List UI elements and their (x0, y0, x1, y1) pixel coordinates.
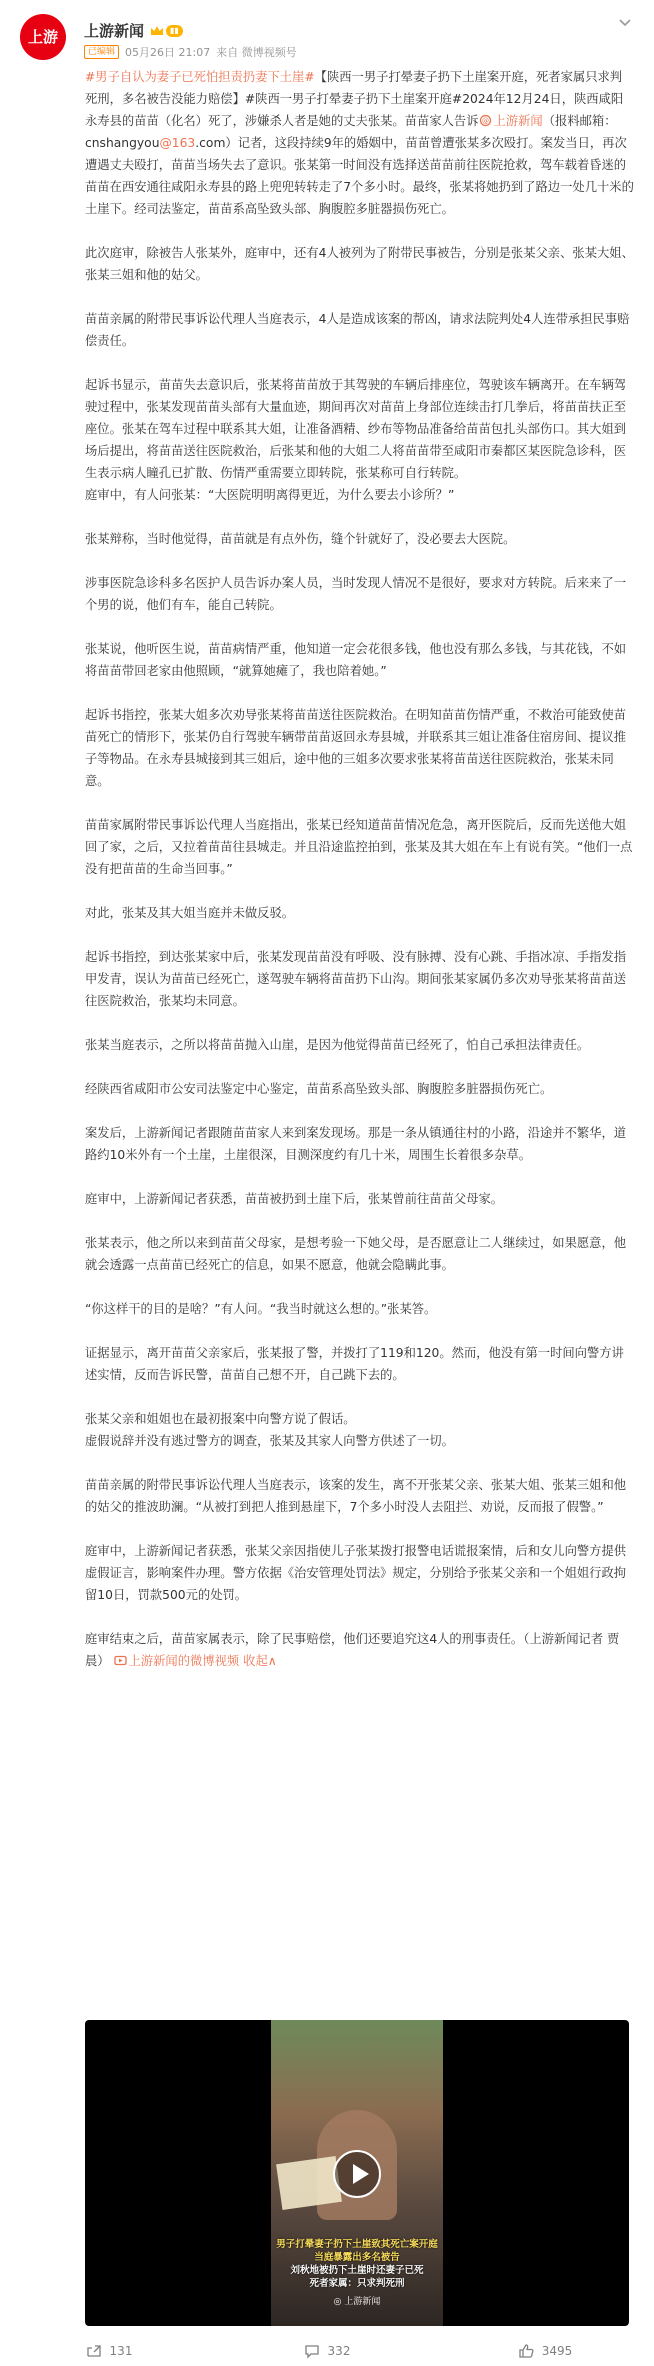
post-source: 来自 微博视频号 (216, 46, 297, 59)
paragraph: 张某当庭表示，之所以将苗苗抛入山崖，是因为他觉得苗苗已经死了，怕自己承担法律责任。 (85, 1038, 590, 1052)
text-segment: 【陕西一男子打晕妻子扔下土崖案开庭，死者家属只求判死刑，多名被告没能力赔偿】#陕西一男子打晕妻子扔下土崖案开庭#2024年12月24日，陕西咸阳永寿县的苗苗（化名）死了，涉嫌杀人者是她的丈夫张某。苗苗家人告诉 (85, 70, 624, 128)
paragraph: 苗苗亲属的附带民事诉讼代理人当庭表示，该案的发生，离不开张某父亲、张某大姐、张某三姐和他的姑父的推波助澜。“从被打到把人推到悬崖下，7个多小时没人去阻拦、劝说，反而报了假警。” (85, 1478, 627, 1514)
paragraph: “你这样干的目的是啥？”有人问。“我当时就这么想的。”张某答。 (85, 1302, 437, 1316)
paragraph (85, 1628, 634, 1672)
like-button[interactable] (436, 2336, 654, 2366)
comment-button[interactable] (218, 2336, 436, 2366)
post-time[interactable]: 05月26日 21:07 (125, 46, 211, 59)
level-badge: ▮▮ (166, 25, 183, 37)
paragraph: 张某表示，他之所以来到苗苗父母家，是想考验一下她父母，是否愿意让二人继续过，如果愿意，他就会透露一点苗苗已经死亡的信息，如果不愿意，他就会隐瞒此事。 (85, 1236, 627, 1272)
paragraph: 起诉书指控，张某大姐多次劝导张某将苗苗送往医院救治。在明知苗苗伤情严重，不救治可能致使苗苗死亡的情形下，张某仍自行驾驶车辆带苗苗返回永寿县城，并联系其三姐让准备住宿房间、提议推子等物品。在永寿县城接到其三姐后，途中他的三姐多次要求张某将苗苗送往医院救治，张某未同意。 (85, 708, 627, 788)
caption-line: 男子打晕妻子扔下土崖致其死亡案开庭 (276, 2239, 438, 2250)
mention-link[interactable] (479, 114, 543, 128)
paragraph: 起诉书显示，苗苗失去意识后，张某将苗苗放于其驾驶的车辆后排座位，驾驶该车辆离开。在车辆驾驶过程中，张某发现苗苗头部有大量血迹，期间再次对苗苗上身部位连续击打几拳后，将苗苗扶正至座位。张某在驾车过程中联系其大姐，让准备酒精、纱布等物品准备给苗苗包扎头部伤口。其大姐到场后提出，将苗苗送往医院救治，后张某和他的大姐二人将苗苗带至咸阳市秦都区某医院急诊科，医生表示病人瞳孔已扩散、伤情严重需要立即转院，张某称可自行转院。 (85, 378, 627, 480)
paragraph: 张某父亲和姐姐也在最初报案中向警方说了假话。 (85, 1412, 356, 1426)
paragraph: 起诉书指控，到达张某家中后，张某发现苗苗没有呼吸、没有脉搏、没有心跳、手指冰凉、手指发指甲发青，误认为苗苗已经死亡，遂驾驶车辆将苗苗扔下山沟。期间张某家属仍多次劝导张某将苗苗送往医院救治，张某均未同意。 (85, 950, 627, 1008)
paragraph: 张某说，他听医生说，苗苗病情严重，他知道一定会花很多钱，他也没有那么多钱，与其花钱，不如将苗苗带回老家由他照顾，“就算她瘫了，我也陪着她。” (85, 642, 627, 678)
repost-count: 131 (109, 2344, 133, 2358)
paragraph: 庭审中，上游新闻记者获悉，苗苗被扔到土崖下后，张某曾前往苗苗父母家。 (85, 1192, 504, 1206)
paragraph: 苗苗家属附带民事诉讼代理人当庭指出，张某已经知道苗苗情况危急，离开医院后，反而先送他大姐回了家，之后，又拉着苗苗往县城走。并且沿途监控拍到，张某及其大姐在车上有说有笑。“他们一点没有把苗苗的生命当回事。” (85, 818, 633, 876)
paragraph: 虚假说辞并没有逃过警方的调查，张某及其家人向警方供述了一切。 (85, 1434, 454, 1448)
post-text (85, 66, 634, 1694)
paragraph: 庭审中，上游新闻记者获悉，张某父亲因指使儿子张某拨打报警电话谎报案情，后和女儿向警方提供虚假证言，影响案件办理。警方依据《治安管理处罚法》规定，分别给予张某父亲和一个姐姐行政拘留10日，罚款500元的处罚。 (85, 1544, 627, 1602)
thumbs-up-icon (518, 2343, 534, 2359)
paragraph: 涉事医院急诊科多名医护人员告诉办案人员，当时发现人情况不是很好，要求对方转院。后来来了一个男的说，他们有车，能自己转院。 (85, 576, 627, 612)
paragraph: 张某辩称，当时他觉得，苗苗就是有点外伤，缝个针就好了，没必要去大医院。 (85, 532, 516, 546)
paragraph: 苗苗亲属的附带民事诉讼代理人当庭表示，4人是造成该案的帮凶，请求法院判处4人连带承担民事赔偿责任。 (85, 312, 630, 348)
caption-line: 刘秋地被扔下土崖时还妻子已死 (290, 2265, 424, 2276)
text-segment: （报料邮箱：cnshangyou (85, 114, 617, 150)
avatar-logo: 上游 (27, 27, 58, 46)
crown-icon (150, 25, 164, 37)
topic-link[interactable]: #男子自认为妻子已死怕担责扔妻下土崖# (85, 70, 315, 84)
email-link[interactable]: @163 (159, 136, 196, 150)
play-icon[interactable] (333, 2150, 381, 2198)
svg-text:@: @ (481, 117, 489, 125)
chevron-down-icon[interactable] (616, 14, 634, 32)
video-caption (271, 2238, 443, 2290)
edited-tag: 已编辑 (84, 45, 119, 59)
caption-line: 死者家属：只求判死刑 (309, 2278, 405, 2289)
text-segment: .com）记者，这段持续9年的婚姻中，苗苗曾遭张某多次殴打。案发当日，再次遭遇丈夫殴打，苗苗当场失去了意识。张某第一时间没有选择送苗苗前往医院抢救，驾车载着昏迷的苗苗在西安通往咸阳永寿县的路上兜兜转转走了7个多小时。最终，张某将她扔到了路边一处几十米的土崖下。经司法鉴定，苗苗系高坠致头部、胸腹腔多脏器损伤死亡。 (85, 136, 634, 216)
mention-label: 上游新闻 (493, 114, 543, 128)
paragraph: 证据显示，离开苗苗父亲家后，张某报了警，并拨打了119和120。然而，他没有第一时间向警方讲述实情，反而告诉民警，苗苗自己想不开，自己跳下去的。 (85, 1346, 624, 1382)
collapse-link[interactable]: 收起∧ (243, 1654, 277, 1668)
video-link-icon (114, 1654, 127, 1667)
like-count: 3495 (541, 2344, 573, 2358)
video-player[interactable] (85, 2020, 629, 2326)
comment-count: 332 (327, 2344, 351, 2358)
video-watermark: ◎ 上游新闻 (333, 2297, 381, 2307)
sign-prop (276, 2156, 342, 2210)
author-name[interactable]: 上游新闻 (84, 22, 145, 40)
post-header (20, 14, 634, 64)
paragraph: 此次庭审，除被告人张某外，庭审中，还有4人被列为了附带民事被告，分别是张某父亲、张某大姐、张某三姐和他的姑父。 (85, 246, 634, 282)
link-icon (479, 114, 492, 127)
author-row (84, 20, 183, 41)
avatar[interactable] (20, 14, 66, 60)
comment-icon (304, 2343, 320, 2359)
paragraph (85, 66, 634, 220)
caption-line: 当庭暴露出多名被告 (314, 2252, 400, 2263)
repost-icon (86, 2343, 102, 2359)
text-segment: 庭审结束之后，苗苗家属表示，除了民事赔偿，他们还要追究这4人的刑事责任。（上游新闻记者 贾晨） (85, 1632, 620, 1668)
vip-badge (150, 25, 183, 37)
post-meta (84, 44, 297, 60)
action-bar (0, 2336, 654, 2366)
paragraph: 庭审中，有人问张某：“大医院明明离得更近，为什么要去小诊所？” (85, 488, 455, 502)
repost-button[interactable] (0, 2336, 218, 2366)
video-link-label: 上游新闻的微博视频 (128, 1654, 240, 1668)
paragraph: 经陕西省咸阳市公安司法鉴定中心鉴定，苗苗系高坠致头部、胸腹腔多脏器损伤死亡。 (85, 1082, 553, 1096)
paragraph: 对此，张某及其大姐当庭并未做反驳。 (85, 906, 295, 920)
paragraph: 案发后，上游新闻记者跟随苗苗家人来到案发现场。那是一条从镇通往村的小路，沿途并不繁华，道路约10米外有一个土崖，土崖很深，目测深度约有几十米，周围生长着很多杂草。 (85, 1126, 627, 1162)
video-link[interactable] (114, 1654, 240, 1668)
